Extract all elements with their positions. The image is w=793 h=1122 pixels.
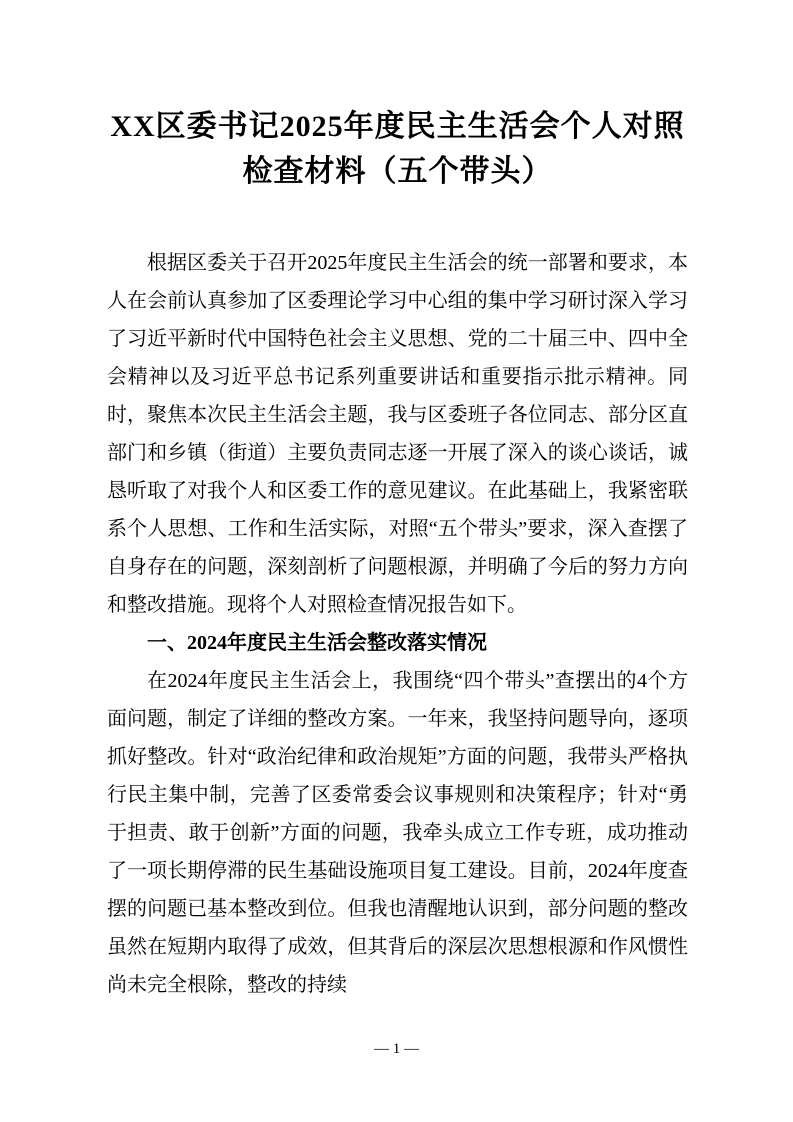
paragraph-section-1-body: 在2024年度民主生活会上，我围绕“四个带头”查摆出的4个方面问题，制定了详细的整改方案。一年来，我坚持问题导向，逐项抓好整改。针对“政治纪律和政治规矩”方面的问题，我带头严格执行民主集中制，完善了区委常委会议事规则和决策程序；针对“勇于担责、敢于创新”方面的问题，我牵头成立工作专班，成功推动了一项长期停滞的民生基础设施项目复工建设。目前，2024年度查摆的问题已基本整改到位。但我也清醒地认识到，部分问题的整改虽然在短期内取得了成效，但其背后的深层次思想根源和作风惯性尚未完全根除，整改的持续 — [107, 670, 688, 996]
paragraph-opening: 根据区委关于召开2025年度民主生活会的统一部署和要求，本人在会前认真参加了区委理论学习中心组的集中学习研讨深入学习了习近平新时代中国特色社会主义思想、党的二十届三中、四中全会精神以及习近平总书记系列重要讲话和重要指示批示精神。同时，聚焦本次民主生活会主题，我与区委班子各位同志、部分区直部门和乡镇（街道）主要负责同志逐一开展了深入的谈心谈话，诚恳听取了对我个人和区委工作的意见建议。在此基础上，我紧密联系个人思想、工作和生活实际，对照“五个带头”要求，深入查摆了自身存在的问题，深刻剖析了问题根源，并明确了今后的努力方向和整改措施。现将个人对照检查情况报告如下。 — [107, 252, 688, 616]
section-heading-1: 一、2024年度民主生活会整改落实情况 — [147, 632, 487, 654]
document-title: XX区委书记2025年度民主生活会个人对照检查材料（五个带头） — [110, 110, 685, 188]
page-footer — [0, 1040, 793, 1058]
page-number: — 1 — — [374, 1041, 419, 1057]
